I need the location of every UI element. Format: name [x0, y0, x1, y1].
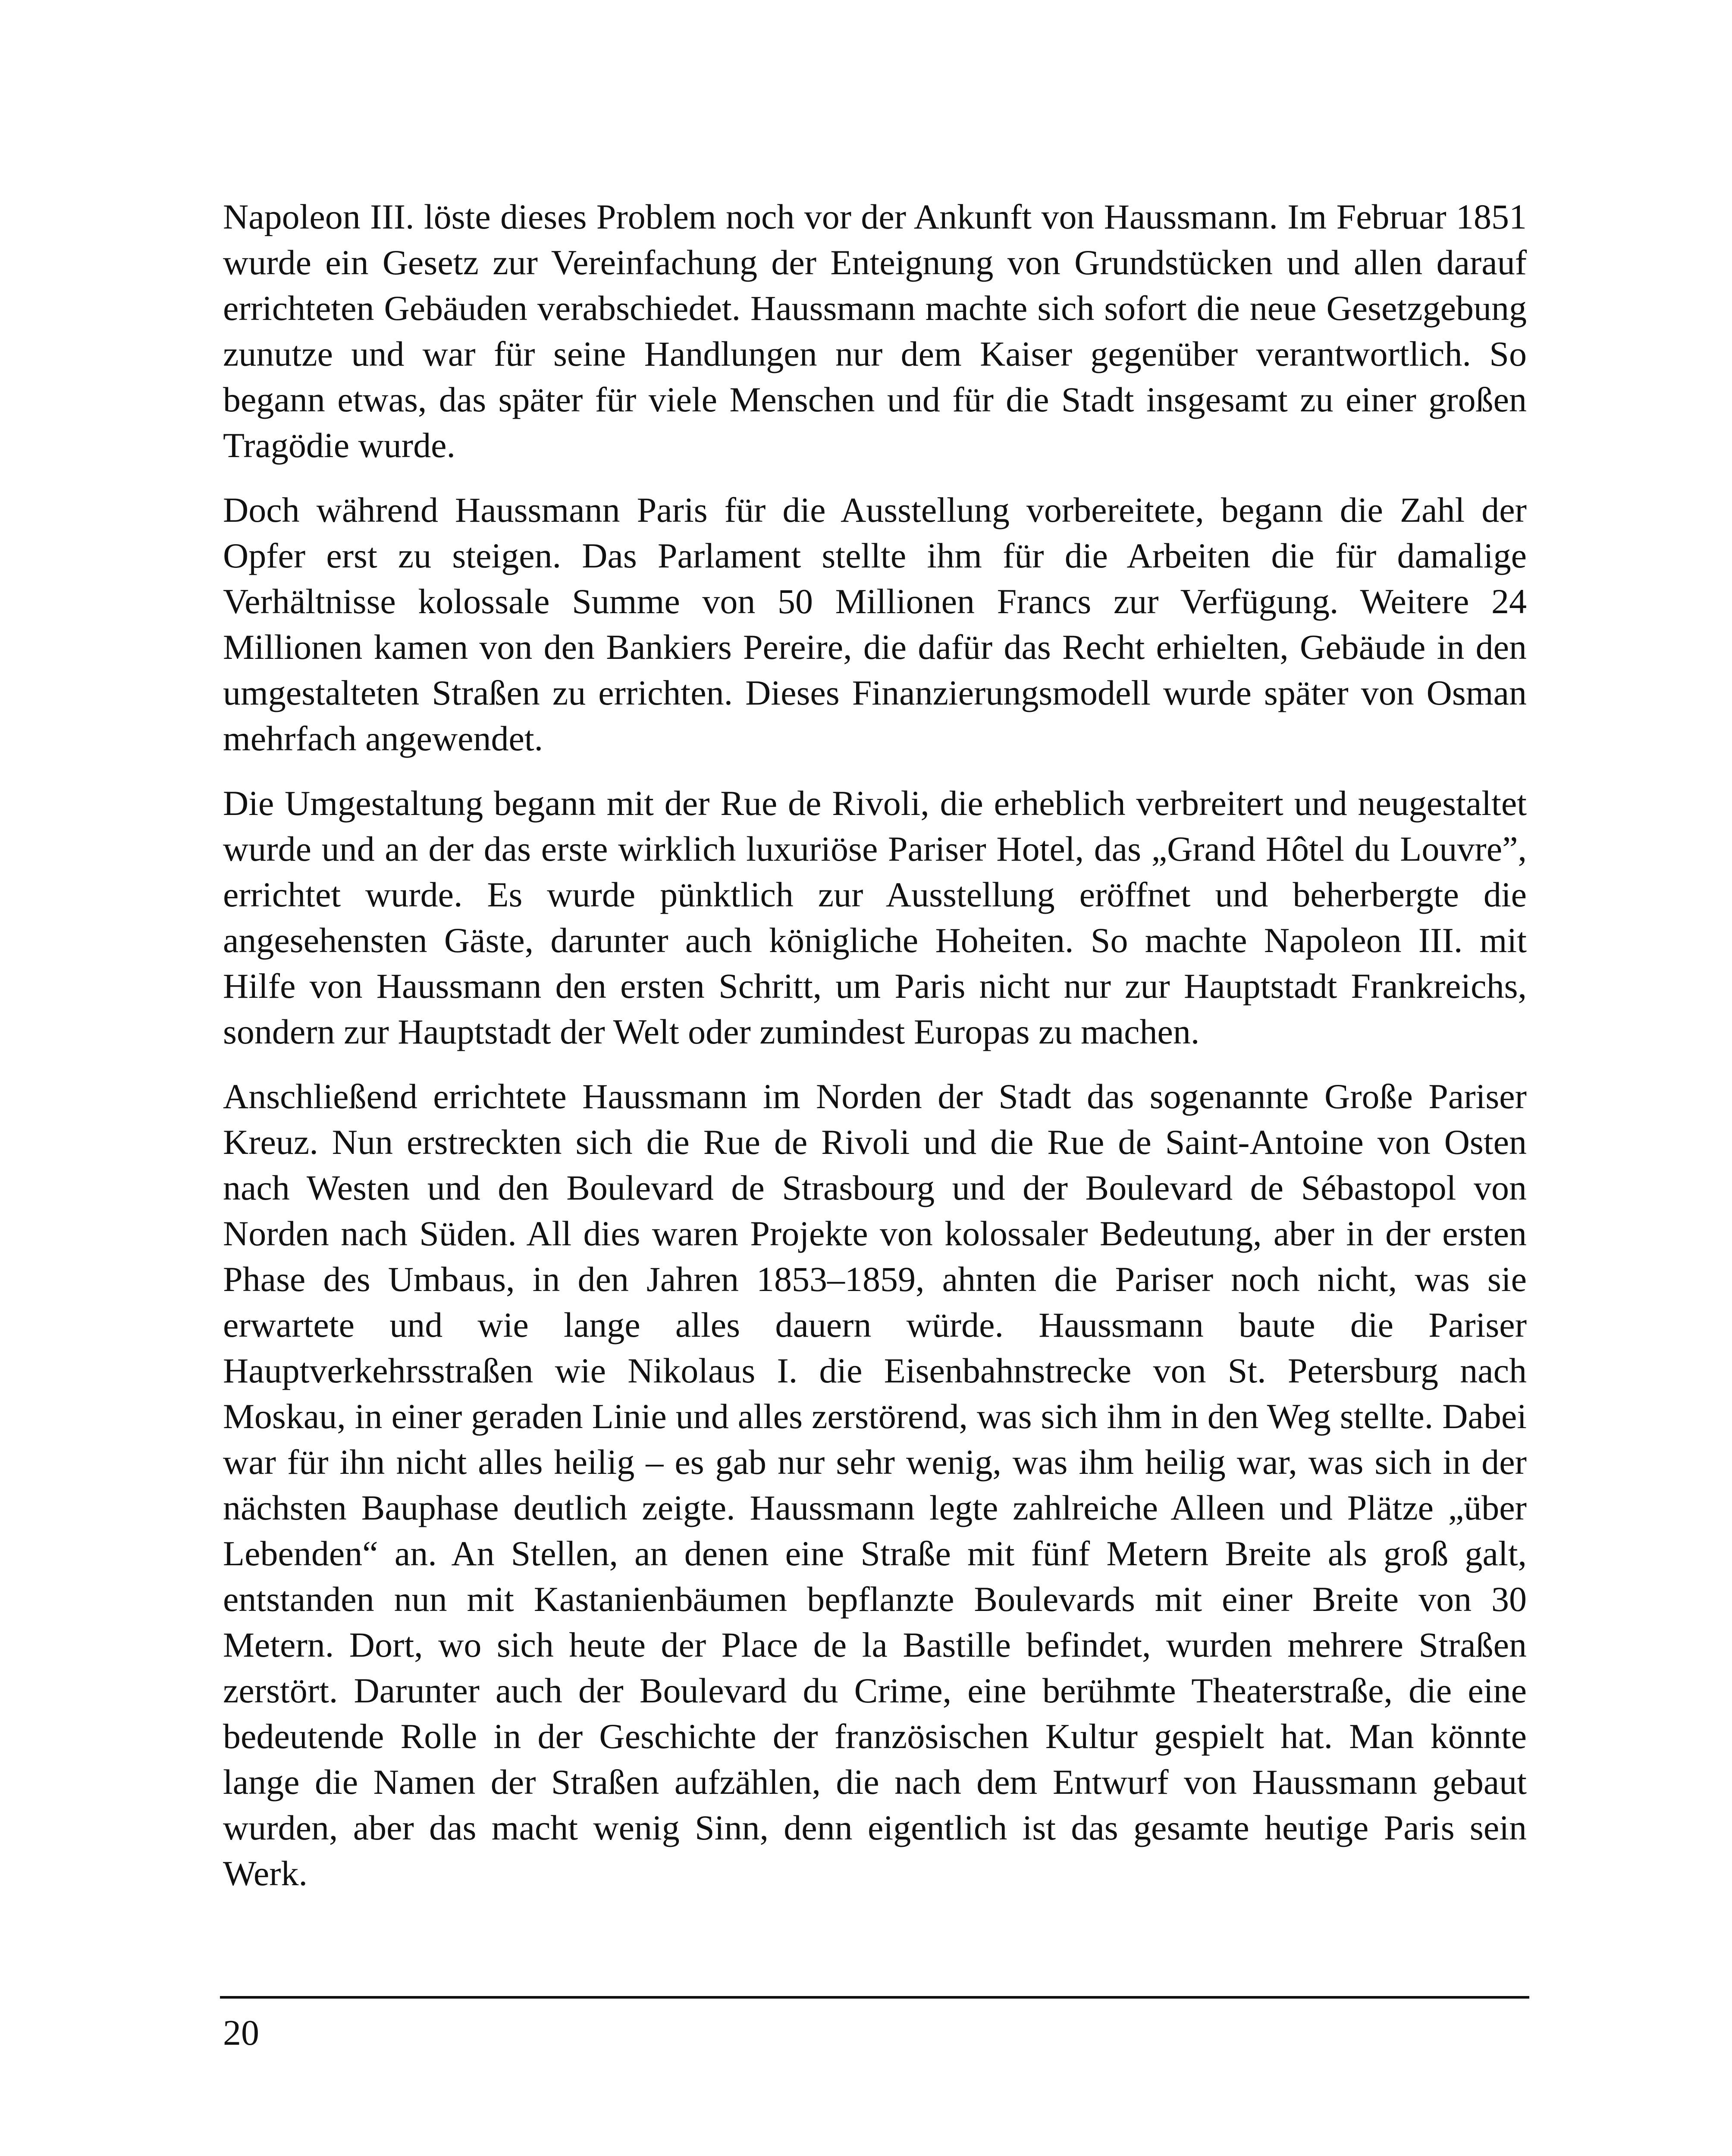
paragraph-3: Die Umgestaltung begann mit der Rue de Rivoli, die erheblich verbreitert und neugestaltet wurde und an der das erste wirklich luxuriöse Pariser Hotel, das „Grand Hôtel du Louvre”, errichtet wurde. Es wurde pünktlich zur Ausstellung eröffnet und beherbergte die angesehensten Gäste, darunter auch königliche Hoheiten. So machte Napoleon III. mit Hilfe von Haussmann den ersten Schritt, um Paris nicht nur zur Hauptstadt Frankreichs, sondern zur Hauptstadt der Welt oder zumindest Europas zu machen.	[223, 783, 1527, 1051]
paragraph-2: Doch während Haussmann Paris für die Ausstellung vorbereitete, begann die Zahl der Opfer erst zu steigen. Das Parlament stellte ihm für die Arbeiten die für damalige Verhältnisse kolossale Summe von 50 Millionen Francs zur Verfügung. Weitere 24 Millionen kamen von den Bankiers Pereire, die dafür das Recht erhielten, Gebäude in den umgestalteten Straßen zu errichten. Dieses Finanzierungsmodell wurde später von Osman mehrfach angewendet.	[223, 490, 1527, 758]
page-number: 20	[223, 2013, 259, 2053]
footer-rule	[220, 1996, 1529, 1999]
body-text	[223, 194, 1527, 1896]
paragraph-1: Napoleon III. löste dieses Problem noch vor der Ankunft von Haussmann. Im Februar 1851 wurde ein Gesetz zur Vereinfachung der Enteignung von Grundstücken und allen darauf errichteten Gebäuden verabschiedet. Haussmann machte sich sofort die neue Gesetzgebung zunutze und war für seine Handlungen nur dem Kaiser gegenüber verantwortlich. So begann etwas, das später für viele Menschen und für die Stadt insgesamt zu einer großen Tragödie wurde.	[223, 197, 1527, 465]
paragraph-4: Anschließend errichtete Haussmann im Norden der Stadt das sogenannte Große Pariser Kreuz. Nun erstreckten sich die Rue de Rivoli und die Rue de Saint-Antoine von Osten nach Westen und den Boulevard de Strasbourg und der Boulevard de Sébastopol von Norden nach Süden. All dies waren Projekte von kolossaler Bedeutung, aber in der ersten Phase des Umbaus, in den Jahren 1853–1859, ahnten die Pariser noch nicht, was sie erwartete und wie lange alles dauern würde. Haussmann baute die Pariser Hauptverkehrsstraßen wie Nikolaus I. die Eisenbahnstrecke von St. Petersburg nach Moskau, in einer geraden Linie und alles zerstörend, was sich ihm in den Weg stellte. Dabei war für ihn nicht alles heilig – es gab nur sehr wenig, was ihm heilig war, was sich in der nächsten Bauphase deutlich zeigte. Haussmann legte zahlreiche Alleen und Plätze „über Lebenden“ an. An Stellen, an denen eine Straße mit fünf Metern Breite als groß galt, entstanden nun mit Kastanienbäumen bepflanzte Boulevards mit einer Breite von 30 Metern. Dort, wo sich heute der Place de la Bastille befindet, wurden mehrere Straßen zerstört. Darunter auch der Boulevard du Crime, eine berühmte Theaterstraße, die eine bedeutende Rolle in der Geschichte der französischen Kultur gespielt hat. Man könnte lange die Namen der Straßen aufzählen, die nach dem Entwurf von Haussmann gebaut wurden, aber das macht wenig Sinn, denn eigentlich ist das gesamte heutige Paris sein Werk.	[223, 1077, 1527, 1893]
